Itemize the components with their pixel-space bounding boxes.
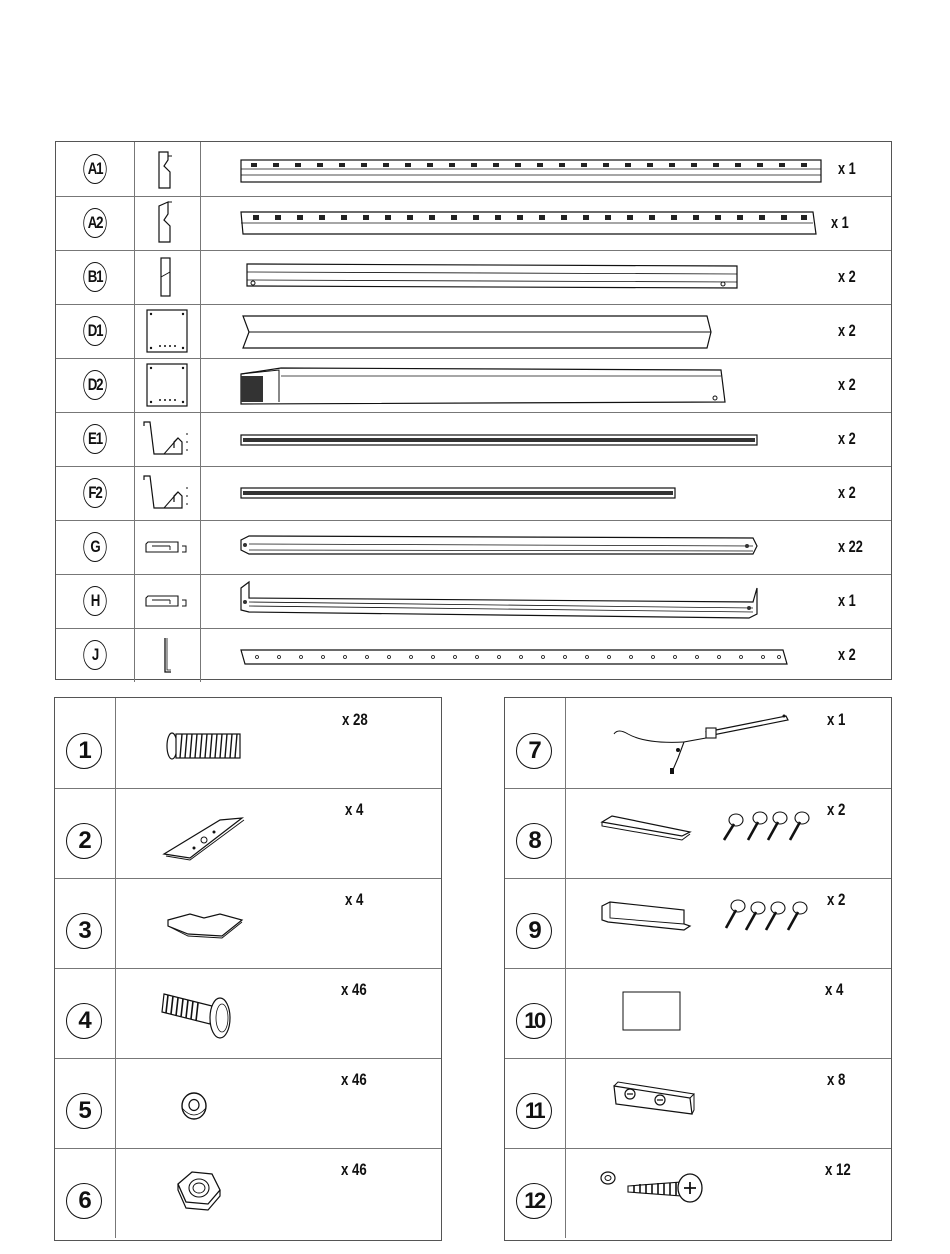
hardware-number: 5 — [66, 1093, 102, 1129]
hardware-qty: x 8 — [827, 1070, 846, 1089]
part-row-a2 — [56, 196, 891, 251]
part-code: B1 — [83, 262, 106, 292]
profile-a2-icon — [134, 196, 200, 250]
hardware-row-4 — [55, 968, 441, 1059]
hardware-row-7 — [505, 698, 891, 789]
washer-icon — [116, 1058, 441, 1148]
hardware-qty: x 4 — [345, 890, 364, 909]
part-qty: x 22 — [838, 537, 863, 556]
part-qty: x 1 — [838, 159, 856, 178]
part-code: H — [83, 586, 106, 616]
part-qty: x 1 — [831, 213, 849, 232]
hardware-row-6 — [55, 1148, 441, 1238]
post-d2-icon — [201, 358, 891, 412]
profile-e1-icon — [134, 412, 200, 466]
hardware-table-left — [54, 697, 442, 1241]
hardware-number: 3 — [66, 913, 102, 949]
hardware-number: 4 — [66, 1003, 102, 1039]
hardware-number: 7 — [516, 733, 552, 769]
hardware-qty: x 2 — [827, 800, 846, 819]
part-qty: x 2 — [838, 645, 856, 664]
hardware-table-right — [504, 697, 892, 1241]
hardware-row-5 — [55, 1058, 441, 1149]
diamond-plate-icon — [116, 788, 441, 878]
parts-table — [55, 141, 892, 680]
profile-d2-icon — [134, 358, 200, 412]
hardware-row-12 — [505, 1148, 891, 1238]
hardware-number: 8 — [516, 823, 552, 859]
hardware-qty: x 1 — [827, 710, 846, 729]
rail-a2-icon — [201, 196, 891, 250]
part-row-d1 — [56, 304, 891, 359]
shelf-bar-h-icon — [201, 574, 891, 628]
part-row-e1 — [56, 412, 891, 467]
post-d1-icon — [201, 304, 891, 358]
part-row-a1 — [56, 142, 891, 197]
part-row-d2 — [56, 358, 891, 413]
part-row-b1 — [56, 250, 891, 305]
rail-e1-icon — [201, 412, 891, 466]
profile-g-icon — [134, 520, 200, 574]
shelf-bar-g-icon — [201, 520, 891, 574]
hardware-qty: x 28 — [342, 710, 368, 729]
part-qty: x 2 — [838, 483, 856, 502]
hardware-row-10 — [505, 968, 891, 1059]
profile-h-icon — [134, 574, 200, 628]
part-qty: x 1 — [838, 591, 856, 610]
hardware-qty: x 46 — [341, 1070, 367, 1089]
part-row-g — [56, 520, 891, 575]
rail-a1-icon — [201, 142, 891, 196]
profile-b1-icon — [134, 250, 200, 304]
beam-b1-icon — [201, 250, 891, 304]
profile-j-icon — [134, 628, 200, 682]
part-qty: x 2 — [838, 375, 856, 394]
part-row-f2 — [56, 466, 891, 521]
part-code: G — [83, 532, 106, 562]
part-code: F2 — [83, 478, 106, 508]
profile-a1-icon — [134, 142, 200, 196]
carriage-bolt-icon — [116, 968, 441, 1058]
hardware-row-3 — [55, 878, 441, 969]
hardware-row-9 — [505, 878, 891, 969]
rail-f2-icon — [201, 466, 891, 520]
profile-f2-icon — [134, 466, 200, 520]
part-qty: x 2 — [838, 429, 856, 448]
hardware-number: 2 — [66, 823, 102, 859]
part-qty: x 2 — [838, 321, 856, 340]
hardware-qty: x 46 — [341, 1160, 367, 1179]
profile-d1-icon — [134, 304, 200, 358]
hardware-number: 10 — [516, 1003, 552, 1039]
hardware-number: 6 — [66, 1183, 102, 1219]
hardware-number: 9 — [516, 913, 552, 949]
part-row-h — [56, 574, 891, 629]
part-qty: x 2 — [838, 267, 856, 286]
hardware-row-2 — [55, 788, 441, 879]
l-plate-icon — [116, 878, 441, 968]
hardware-qty: x 2 — [827, 890, 846, 909]
part-code: J — [83, 640, 106, 670]
hardware-row-1 — [55, 698, 441, 789]
hardware-qty: x 4 — [345, 800, 364, 819]
hardware-number: 1 — [66, 733, 102, 769]
part-code: A2 — [83, 208, 106, 238]
hardware-qty: x 12 — [825, 1160, 851, 1179]
hardware-qty: x 4 — [825, 980, 844, 999]
part-code: E1 — [83, 424, 106, 454]
threaded-bolt-icon — [116, 698, 441, 788]
hardware-qty: x 46 — [341, 980, 367, 999]
strip-j-icon — [201, 628, 891, 682]
hardware-number: 11 — [516, 1093, 552, 1129]
part-code: D2 — [83, 370, 106, 400]
hex-nut-icon — [116, 1148, 441, 1238]
hardware-row-8 — [505, 788, 891, 879]
part-row-j — [56, 628, 891, 682]
hardware-number: 12 — [516, 1183, 552, 1219]
part-code: A1 — [83, 154, 106, 184]
hardware-row-11 — [505, 1058, 891, 1149]
part-code: D1 — [83, 316, 106, 346]
